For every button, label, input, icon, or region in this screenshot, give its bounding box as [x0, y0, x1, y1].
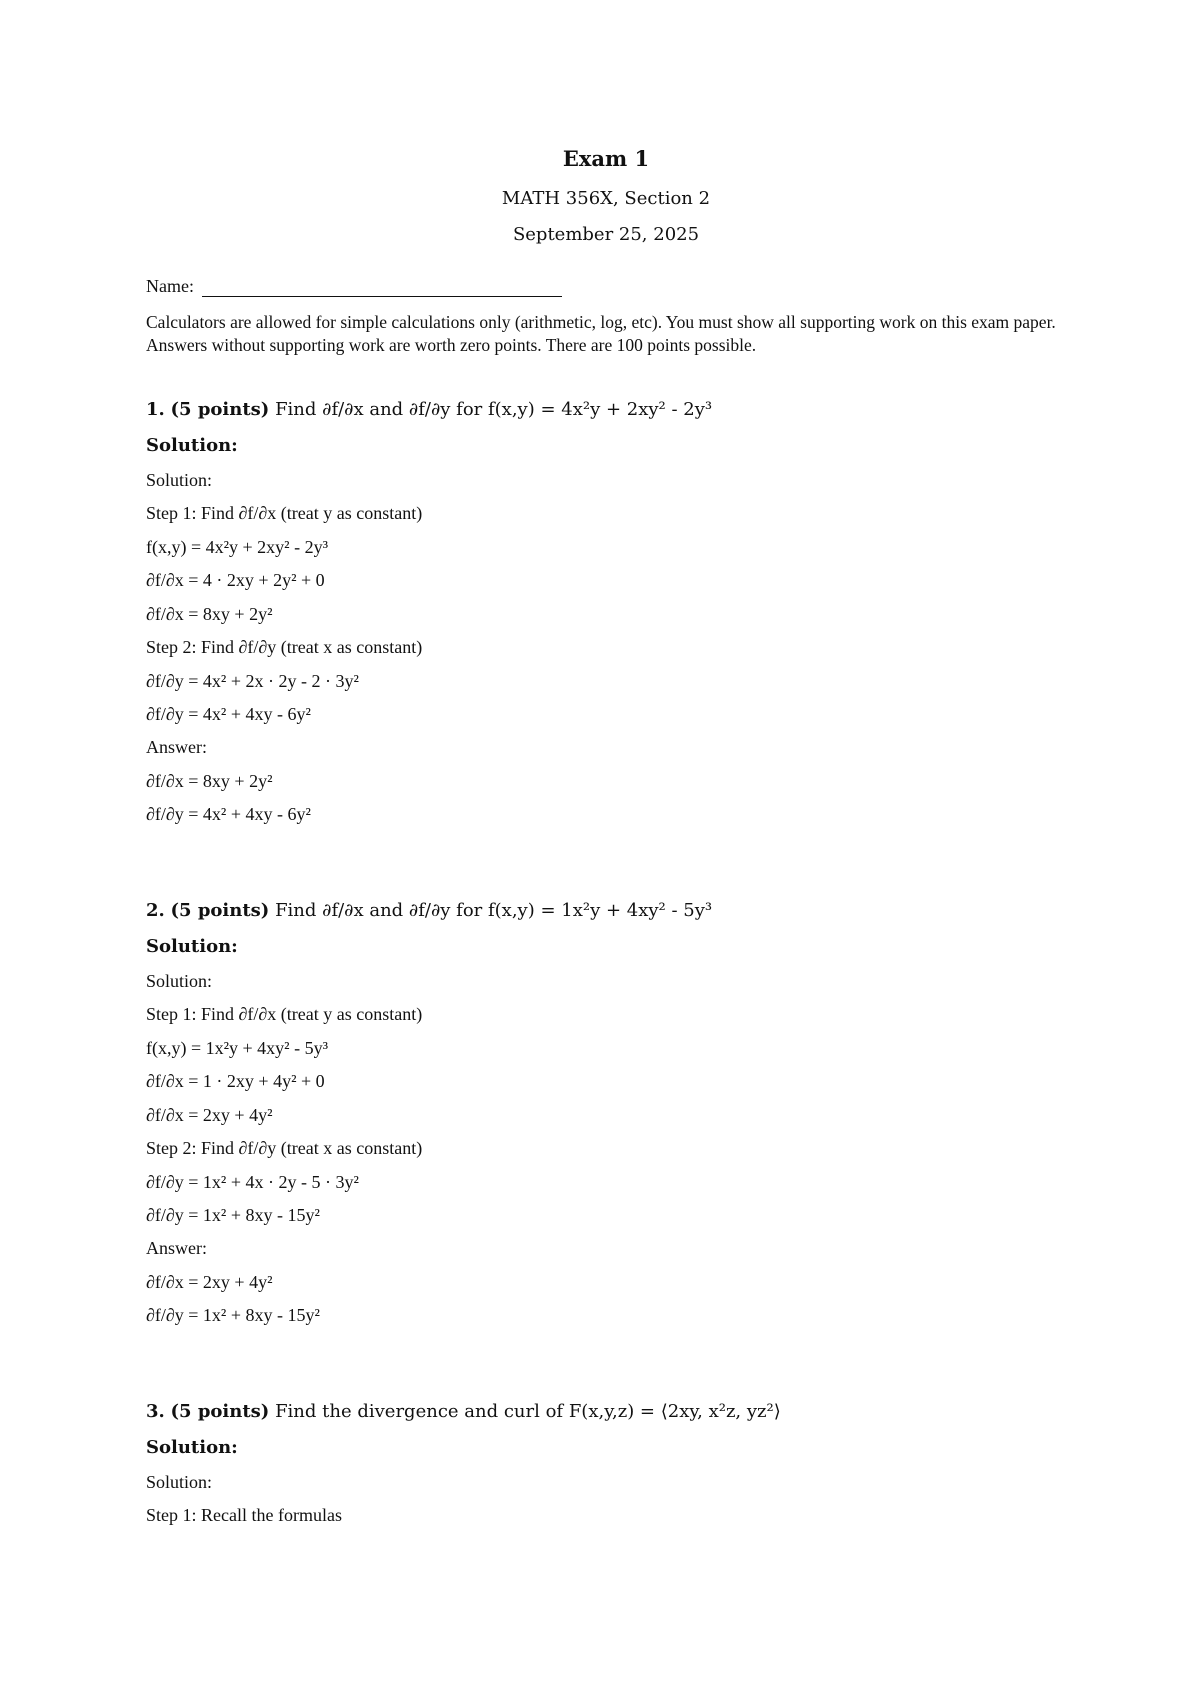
solution-heading: Solution: [146, 1437, 238, 1458]
name-blank-line[interactable] [202, 278, 562, 297]
solution-line: f(x,y) = 1x²y + 4xy² - 5y³ [146, 1038, 328, 1058]
name-row [146, 276, 562, 297]
exam-date: September 25, 2025 [512, 224, 700, 245]
question-number: 2. [146, 900, 165, 921]
course-label: MATH 356X, Section 2 [501, 188, 711, 209]
solution-line: Answer: [146, 1238, 207, 1258]
solution-heading: Solution: [146, 936, 238, 957]
question-2 [146, 900, 712, 921]
solution-line: ∂f/∂y = 1x² + 4x · 2y - 5 · 3y² [146, 1172, 359, 1192]
question-number: 1. [146, 399, 165, 420]
exam-title: Exam 1 [562, 146, 650, 171]
question-prompt: Find ∂f/∂x and ∂f/∂y for f(x,y) = 4x²y + 2xy² - 2y³ [275, 399, 713, 420]
solution-line: Step 1: Find ∂f/∂x (treat y as constant) [146, 1004, 423, 1024]
solution-line: ∂f/∂x = 2xy + 4y² [146, 1105, 273, 1125]
name-label: Name: [146, 276, 194, 296]
question-prompt: Find the divergence and curl of F(x,y,z) = ⟨2xy, x²z, yz²⟩ [275, 1401, 781, 1422]
solution-line: Solution: [146, 1472, 213, 1492]
question-3 [146, 1401, 781, 1422]
solution-line: f(x,y) = 4x²y + 2xy² - 2y³ [146, 537, 328, 557]
solution-line: ∂f/∂y = 4x² + 2x · 2y - 2 · 3y² [146, 671, 359, 691]
solution-line: ∂f/∂x = 4 · 2xy + 2y² + 0 [146, 570, 325, 590]
question-prompt: Find ∂f/∂x and ∂f/∂y for f(x,y) = 1x²y + 4xy² - 5y³ [275, 900, 713, 921]
solution-line: ∂f/∂x = 2xy + 4y² [146, 1272, 273, 1292]
solution-line: ∂f/∂y = 4x² + 4xy - 6y² [146, 704, 311, 724]
question-1 [146, 399, 712, 420]
solution-line: ∂f/∂y = 4x² + 4xy - 6y² [146, 804, 311, 824]
solution-line: Answer: [146, 737, 207, 757]
solution-line: Step 1: Recall the formulas [146, 1505, 342, 1525]
solution-line: Solution: [146, 470, 213, 490]
instructions: Calculators are allowed for simple calculations only (arithmetic, log, etc). You must show all supporting work on this exam paper. Answers without supporting work are worth zero points. There are 100 points possible. [146, 312, 1056, 355]
solution-heading: Solution: [146, 435, 238, 456]
solution-line: ∂f/∂y = 1x² + 8xy - 15y² [146, 1205, 320, 1225]
question-number: 3. [146, 1401, 165, 1422]
solution-line: ∂f/∂x = 1 · 2xy + 4y² + 0 [146, 1071, 325, 1091]
question-points: (5 points) [170, 1401, 270, 1422]
question-points: (5 points) [170, 399, 270, 420]
solution-line: ∂f/∂x = 8xy + 2y² [146, 771, 273, 791]
solution-line: Step 1: Find ∂f/∂x (treat y as constant) [146, 503, 423, 523]
question-points: (5 points) [170, 900, 270, 921]
solution-line: Solution: [146, 971, 213, 991]
solution-line: Step 2: Find ∂f/∂y (treat x as constant) [146, 637, 423, 657]
solution-line: ∂f/∂y = 1x² + 8xy - 15y² [146, 1305, 320, 1325]
solution-line: Step 2: Find ∂f/∂y (treat x as constant) [146, 1138, 423, 1158]
solution-line: ∂f/∂x = 8xy + 2y² [146, 604, 273, 624]
